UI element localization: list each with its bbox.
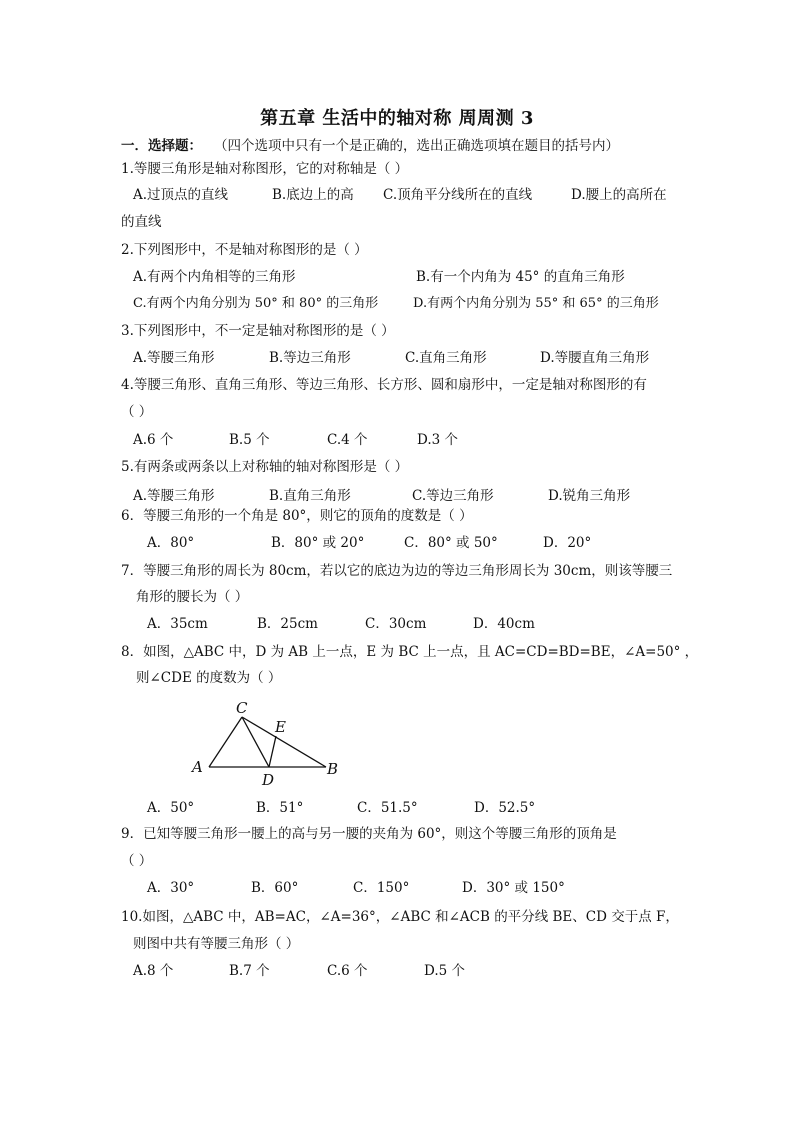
q1-stem: 1.等腰三角形是轴对称图形，它的对称轴是（ ） <box>121 161 409 177</box>
segment-de <box>269 736 276 767</box>
q2-stem: 2.下列图形中，不是轴对称图形的是（ ） <box>121 242 368 258</box>
q10-option-a: A.8 个 <box>133 963 174 979</box>
q2-option-c: C.有两个内角分别为 50° 和 80° 的三角形 <box>133 296 379 311</box>
q6-option-c: C．80° 或 50° <box>404 535 498 551</box>
q5-option-c: C.等边三角形 <box>412 488 494 504</box>
q9-option-d: D．30° 或 150° <box>462 880 565 896</box>
q10-stem-line2: 则图中共有等腰三角形（ ） <box>133 936 300 952</box>
q7-option-b: B．25cm <box>257 616 318 632</box>
point-label-b: B <box>327 760 339 778</box>
q8-option-b: B．51° <box>256 800 304 816</box>
q9-option-a: A．30° <box>147 880 195 896</box>
q2-option-a: A.有两个内角相等的三角形 <box>133 269 296 285</box>
q8-option-c: C．51.5° <box>357 800 418 816</box>
q4-option-a: A.6 个 <box>133 432 174 448</box>
segment-ac <box>209 717 242 767</box>
q10-option-b: B.7 个 <box>229 963 270 979</box>
q6-option-a: A．80° <box>147 535 195 551</box>
section-instructions: （四个选项中只有一个是正确的，选出正确选项填在题目的括号内） <box>214 138 619 154</box>
point-label-d: D <box>262 771 275 789</box>
q6-option-b: B．80° 或 20° <box>271 535 365 551</box>
point-label-a: A <box>192 758 203 776</box>
q1-option-d: D.腰上的高所在 <box>571 187 667 203</box>
q6-option-d: D．20° <box>543 535 592 551</box>
q7-option-d: D．40cm <box>473 616 535 632</box>
point-label-e: E <box>275 718 286 736</box>
q4-option-b: B.5 个 <box>229 432 270 448</box>
q7-stem-line2: 角形的腰长为（ ） <box>136 589 249 605</box>
q8-stem-line2: 则∠CDE 的度数为（ ） <box>136 670 282 686</box>
q10-option-d: D.5 个 <box>424 963 466 979</box>
q7-option-a: A．35cm <box>147 616 208 632</box>
q9-stem-line2: （ ） <box>121 853 153 869</box>
q8-triangle-figure <box>186 697 356 793</box>
q8-option-a: A．50° <box>147 800 195 816</box>
q8-stem-line1: 8．如图，△ABC 中，D 为 AB 上一点，E 为 BC 上一点，且 AC=CD=BD=BE，∠A=50° ， <box>121 644 699 660</box>
section-label: 一．选择题： <box>121 138 202 154</box>
q9-stem-line1: 9．已知等腰三角形一腰上的高与另一腰的夹角为 60°，则这个等腰三角形的顶角是 <box>121 826 617 842</box>
q2-option-b: B.有一个内角为 45° 的直角三角形 <box>416 269 625 285</box>
q4-stem-line1: 4.等腰三角形、直角三角形、等边三角形、长方形、圆和扇形中，一定是轴对称图形的有 <box>121 377 647 393</box>
q1-option-b: B.底边上的高 <box>272 187 354 203</box>
q9-option-b: B．60° <box>251 880 299 896</box>
q2-option-d: D.有两个内角分别为 55° 和 65° 的三角形 <box>413 296 659 311</box>
q5-option-b: B.直角三角形 <box>269 488 351 504</box>
q10-option-c: C.6 个 <box>327 963 368 979</box>
point-label-c: C <box>236 699 248 717</box>
q3-option-a: A.等腰三角形 <box>133 350 215 366</box>
q4-stem-line2: （ ） <box>121 404 153 420</box>
q3-option-d: D.等腰直角三角形 <box>540 350 650 366</box>
q9-option-c: C．150° <box>353 880 410 896</box>
q4-option-c: C.4 个 <box>327 432 368 448</box>
q5-stem: 5.有两条或两条以上对称轴的轴对称图形是（ ） <box>121 459 409 475</box>
q1-option-c: C.顶角平分线所在的直线 <box>383 187 533 203</box>
page-title: 第五章 生活中的轴对称 周周测 3 <box>260 108 534 129</box>
q1-option-a: A.过顶点的直线 <box>133 187 229 203</box>
q6-stem: 6．等腰三角形的一个角是 80°，则它的顶角的度数是（ ） <box>121 508 473 524</box>
q10-stem-line1: 10.如图，△ABC 中，AB=AC，∠A=36°，∠ABC 和∠ACB 的平分线 BE、CD 交于点 F， <box>121 909 679 925</box>
q7-stem-line1: 7．等腰三角形的周长为 80cm，若以它的底边为边的等边三角形周长为 30cm，则该等腰三 <box>121 563 673 579</box>
q1-option-d-continued: 的直线 <box>121 214 162 230</box>
q3-option-b: B.等边三角形 <box>269 350 351 366</box>
q3-option-c: C.直角三角形 <box>405 350 487 366</box>
q7-option-c: C．30cm <box>365 616 427 632</box>
q8-option-d: D．52.5° <box>474 800 536 816</box>
q3-stem: 3.下列图形中，不一定是轴对称图形的是（ ） <box>121 323 395 339</box>
q5-option-d: D.锐角三角形 <box>548 488 631 504</box>
q5-option-a: A.等腰三角形 <box>133 488 215 504</box>
q4-option-d: D.3 个 <box>417 432 459 448</box>
